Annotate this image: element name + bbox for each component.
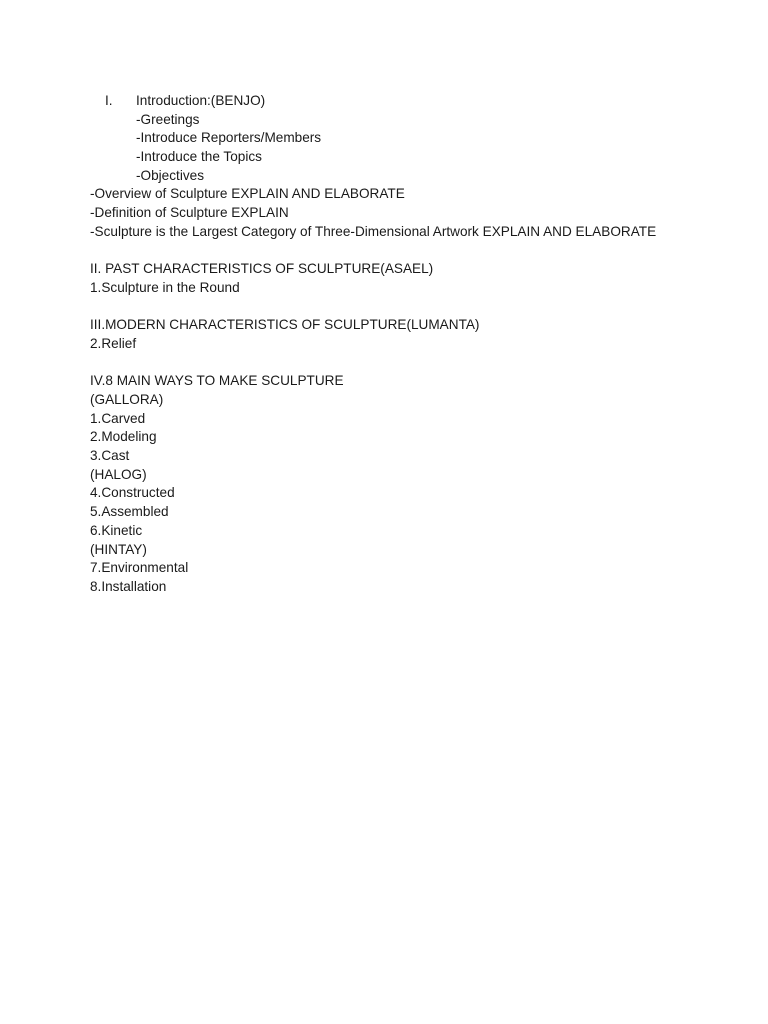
method-item: 6.Kinetic (90, 522, 143, 538)
method-item: 1.Carved (90, 410, 146, 426)
presenter-label: (HALOG) (90, 466, 147, 482)
section-2-item: 1.Sculpture in the Round (90, 279, 240, 295)
section-1-sub-item: -Introduce the Topics (136, 149, 262, 165)
section-4-title: IV.8 MAIN WAYS TO MAKE SCULPTURE (90, 373, 344, 389)
blank-line (90, 354, 750, 373)
section-1-sub-item: -Objectives (136, 167, 204, 183)
section-1-sub-item: -Introduce Reporters/Members (136, 130, 322, 146)
section-3-item: 2.Relief (90, 335, 137, 351)
presenter-label: (HINTAY) (90, 541, 147, 557)
method-item: 5.Assembled (90, 504, 169, 520)
section-1-note: -Overview of Sculpture EXPLAIN AND ELABORATE (90, 186, 405, 202)
section-3-title: III.MODERN CHARACTERISTICS OF SCULPTURE(LUMANTA) (90, 317, 480, 333)
section-1-note: -Definition of Sculpture EXPLAIN (90, 205, 289, 221)
method-item: 3.Cast (90, 448, 130, 464)
method-item: 7.Environmental (90, 560, 189, 576)
method-item: 2.Modeling (90, 429, 157, 445)
section-1-note: -Sculpture is the Largest Category of Three-Dimensional Artwork EXPLAIN AND ELABORATE (90, 223, 657, 239)
method-item: 8.Installation (90, 578, 167, 594)
section-1-heading (90, 92, 750, 111)
section-1-sub-item: -Greetings (136, 111, 200, 127)
presenter-label: (GALLORA) (90, 392, 164, 407)
section-1-numeral: I. (105, 93, 113, 108)
blank-line (90, 298, 750, 317)
section-2-title: II. PAST CHARACTERISTICS OF SCULPTURE(ASAEL) (90, 261, 434, 277)
method-item: 4.Constructed (90, 485, 175, 501)
report-outline (90, 92, 750, 597)
blank-line (90, 242, 750, 261)
section-1-title: Introduction:(BENJO) (136, 93, 266, 108)
